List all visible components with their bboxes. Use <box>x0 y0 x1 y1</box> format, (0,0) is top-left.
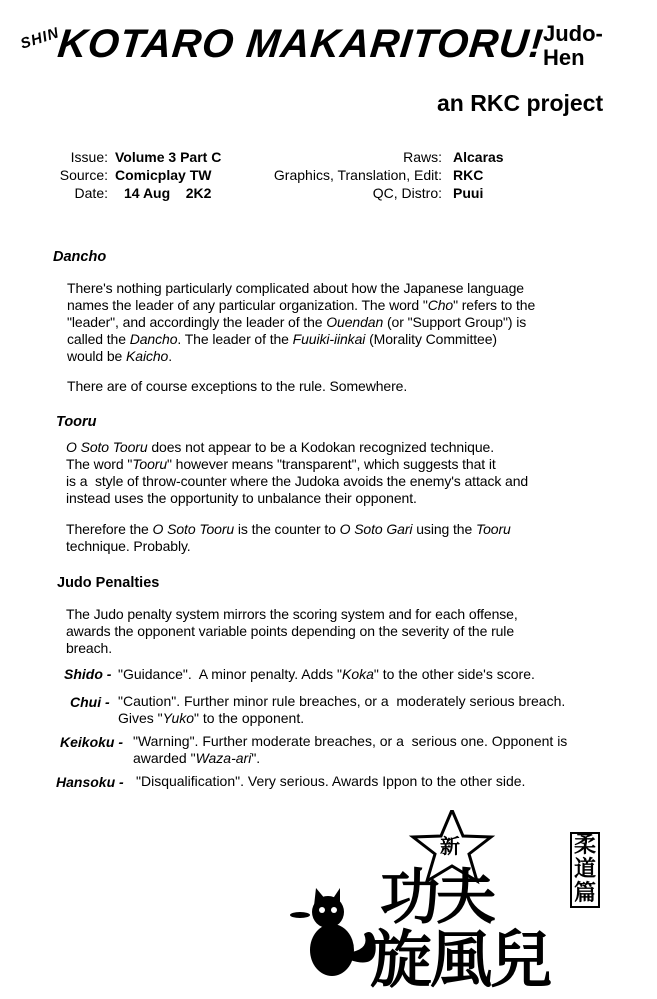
logo-bottom-chars: 旋風兒 <box>370 923 551 996</box>
cat-icon <box>290 888 376 976</box>
info-label-date: Date: <box>74 185 108 201</box>
tooru-line-1: O Soto Tooru does not appear to be a Kodokan recognized technique. <box>66 439 494 455</box>
info-value-issue: Volume 3 Part C <box>115 149 222 165</box>
penalty-term-chui: Chui - <box>70 694 110 710</box>
title-shin: SHIN <box>18 24 62 53</box>
title-judo-line1: Judo- <box>543 21 603 46</box>
title-judo-hen <box>543 22 623 70</box>
dancho-paragraph-2: There are of course exceptions to the rule. Somewhere. <box>67 378 408 394</box>
info-label-qc: QC, Distro: <box>372 185 442 201</box>
tooru-paragraph-2 <box>66 521 606 555</box>
penalties-intro-line-1: The Judo penalty system mirrors the scoring system and for each offense, <box>66 606 518 622</box>
tooru-line-4: instead uses the opportunity to unbalance their opponent. <box>66 490 417 506</box>
info-value-source: Comicplay TW <box>115 167 212 183</box>
section-heading-tooru: Tooru <box>56 414 97 430</box>
logo-side-chars: 柔道篇 <box>570 832 600 908</box>
tooru-paragraph-1 <box>66 439 606 507</box>
dancho-line-5: would be Kaicho. <box>67 348 173 364</box>
penalty-desc-shido: "Guidance". A minor penalty. Adds "Koka" to the other side's score. <box>118 666 535 682</box>
info-value-date: 14 Aug 2K2 <box>124 185 212 201</box>
penalty-term-keikoku: Keikoku - <box>60 734 124 750</box>
info-value-graphics: RKC <box>453 167 484 183</box>
penalty-term-hansoku: Hansoku - <box>56 774 124 790</box>
tooru-line-2: The word "Tooru" however means "transparent", which suggests that it <box>66 456 496 472</box>
info-label-graphics: Graphics, Translation, Edit: <box>273 167 442 183</box>
penalty-desc-keikoku-line2: awarded "Waza-ari". <box>133 750 261 766</box>
info-label-issue: Issue: <box>70 149 108 165</box>
penalties-intro-line-3: breach. <box>66 640 112 656</box>
logo-star-char: 新 <box>440 834 460 858</box>
dancho-paragraph-1 <box>67 280 607 365</box>
page-title: KOTARO MAKARITORU! <box>55 22 546 66</box>
info-value-raws: Alcaras <box>453 149 504 165</box>
info-label-source: Source: <box>59 167 108 183</box>
dancho-line-1: There's nothing particularly complicated about how the Japanese language <box>67 280 524 296</box>
project-subtitle: an RKC project <box>437 90 604 116</box>
penalties-intro <box>66 606 616 657</box>
title-judo-line2: Hen <box>543 45 585 70</box>
penalties-intro-line-2: awards the opponent variable points depending on the severity of the rule <box>66 623 515 639</box>
info-label-raws: Raws: <box>403 149 442 165</box>
info-value-qc: Puui <box>453 185 484 201</box>
dancho-line-4: called the Dancho. The leader of the Fuuiki-iinkai (Morality Committee) <box>67 331 497 347</box>
tooru-line-3: is a style of throw-counter where the Judoka avoids the enemy's attack and <box>66 473 529 489</box>
penalty-desc-hansoku: "Disqualification". Very serious. Awards Ippon to the other side. <box>136 773 526 789</box>
section-heading-dancho: Dancho <box>53 249 107 265</box>
tooru-line-6: technique. Probably. <box>66 538 191 554</box>
dancho-line-3: "leader", and accordingly the leader of the Ouendan (or "Support Group") is <box>67 314 527 330</box>
penalty-desc-chui: "Caution". Further minor rule breaches, or a moderately serious breach. <box>118 693 566 709</box>
tooru-line-5: Therefore the O Soto Tooru is the counter to O Soto Gari using the Tooru <box>66 521 511 537</box>
penalty-term-shido: Shido - <box>64 666 112 682</box>
series-logo <box>280 810 630 996</box>
section-heading-penalties: Judo Penalties <box>57 575 160 591</box>
penalty-desc-keikoku: "Warning". Further moderate breaches, or a serious one. Opponent is <box>133 733 568 749</box>
logo-top-chars: 功夫 <box>380 863 492 933</box>
dancho-line-2: names the leader of any particular organization. The word "Cho" refers to the <box>67 297 536 313</box>
penalty-desc-chui-line2: Gives "Yuko" to the opponent. <box>118 710 305 726</box>
